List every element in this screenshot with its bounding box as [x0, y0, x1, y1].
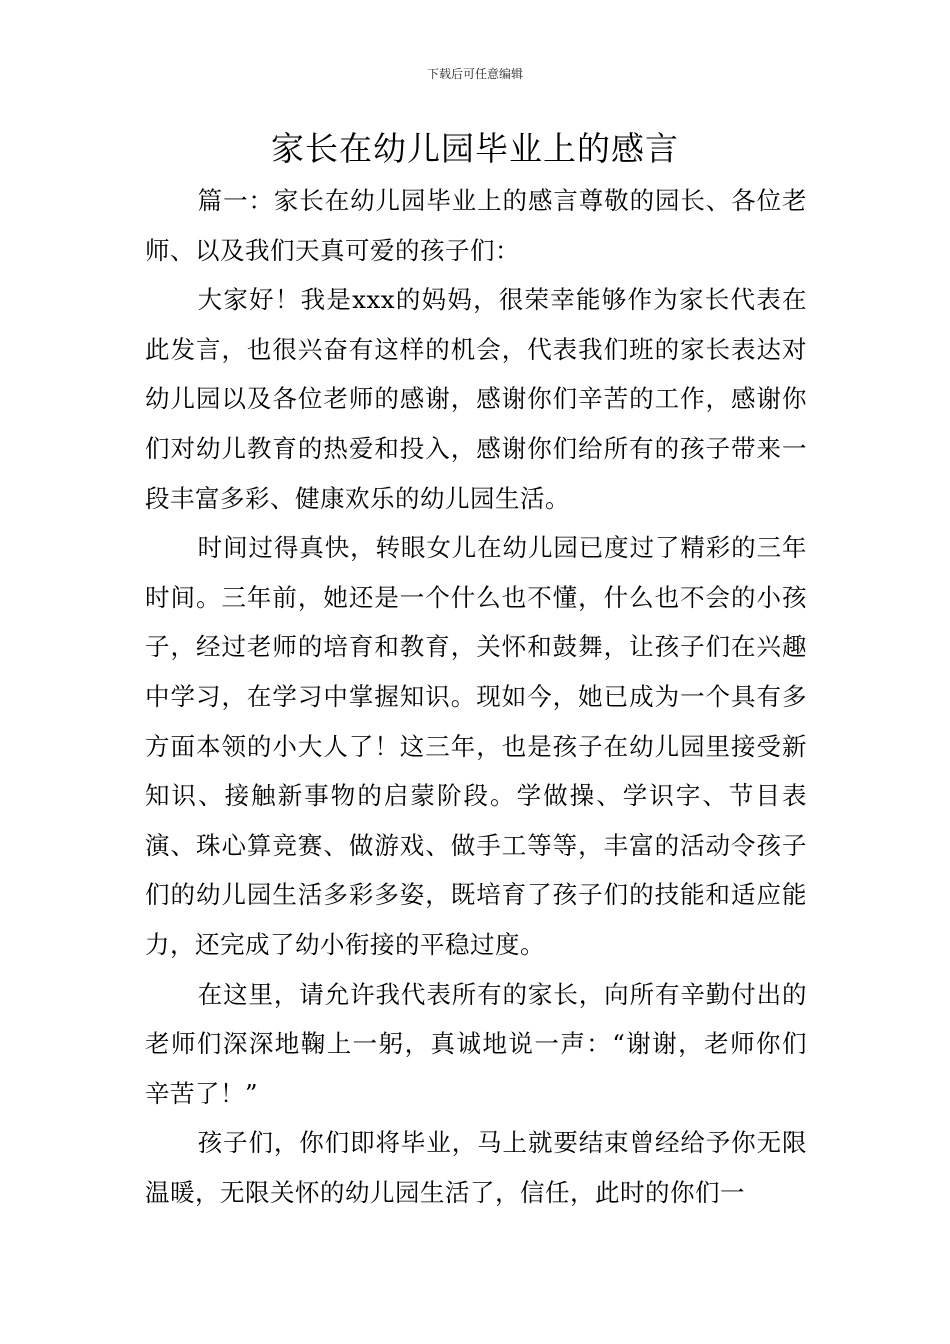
document-body	[145, 176, 807, 1217]
paragraph-3: 时间过得真快，转眼女儿在幼儿园已度过了精彩的三年时间。三年前，她还是一个什么也不懂，什么也不会的小孩子，经过老师的培育和教育，关怀和鼓舞，让孩子们在兴趣中学习，在学习中掌握知识。现如今，她已成为一个具有多方面本领的小大人了！这三年，也是孩子在幼儿园里接受新知识、接触新事物的启蒙阶段。学做操、学识字、节目表演、珠心算竞赛、做游戏、做手工等等，丰富的活动令孩子们的幼儿园生活多彩多姿，既培育了孩子们的技能和适应能力，还完成了幼小衔接的平稳过度。	[145, 533, 807, 959]
header-note: 下载后可任意编辑	[426, 67, 523, 81]
paragraph-2: 大家好！我是xxx的妈妈，很荣幸能够作为家长代表在此发言，也很兴奋有这样的机会，代表我们班的家长表达对幼儿园以及各位老师的感谢，感谢你们辛苦的工作，感谢你们对幼儿教育的热爱和投入，感谢你们给所有的孩子带来一段丰富多彩、健康欢乐的幼儿园生活。	[145, 285, 807, 513]
paragraph-5: 孩子们，你们即将毕业，马上就要结束曾经给予你无限温暖，无限关怀的幼儿园生活了，信任，此时的你们一	[145, 1128, 807, 1207]
paragraph-1: 篇一：家长在幼儿园毕业上的感言尊敬的园长、各位老师、以及我们天真可爱的孩子们：	[145, 186, 807, 265]
document-title: 家长在幼儿园毕业上的感言	[271, 129, 679, 168]
paragraph-4: 在这里，请允许我代表所有的家长，向所有辛勤付出的老师们深深地鞠上一躬，真诚地说一声：“谢谢，老师你们辛苦了！”	[145, 979, 807, 1108]
